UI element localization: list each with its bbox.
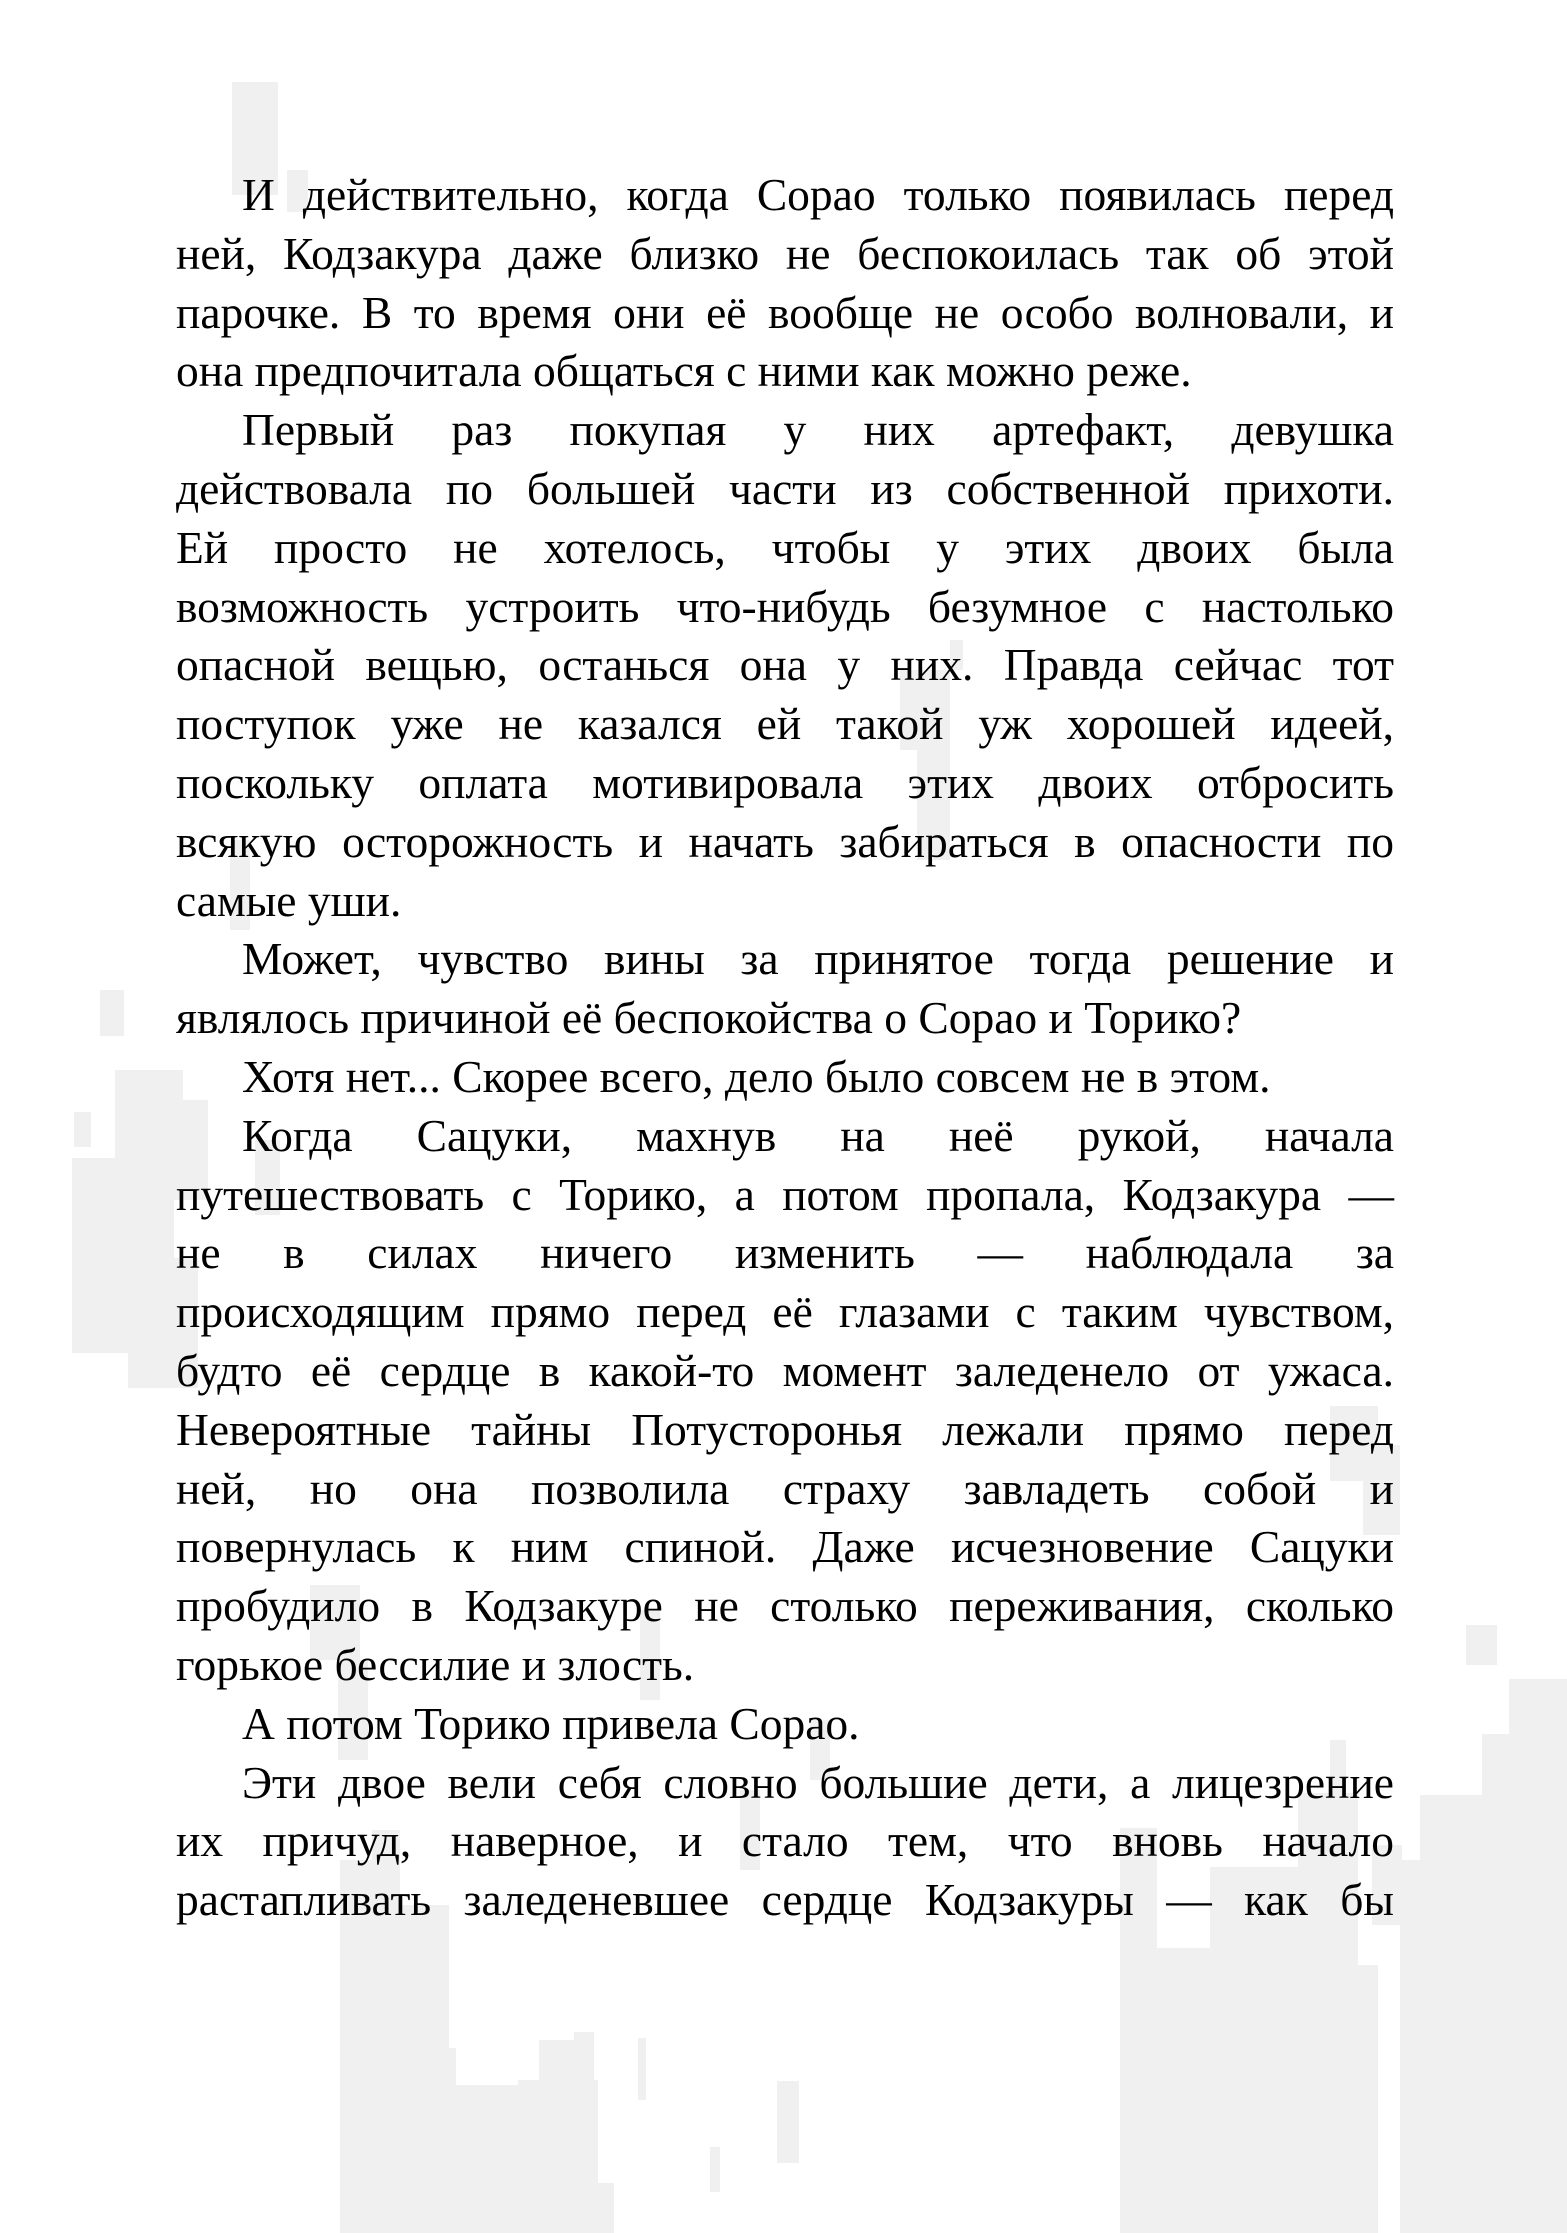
decor-block — [128, 1198, 174, 1258]
decor-block — [441, 2048, 456, 2233]
text-line: пробудило в Кодзакуре не столько переживания, сколько — [176, 1580, 1394, 1632]
text-line: возможность устроить что-нибудь безумное с настолько — [176, 580, 1394, 632]
paragraph — [176, 401, 1394, 930]
text-line: она предпочитала общаться с ними как можно реже. — [176, 345, 1192, 397]
decor-block — [1482, 1734, 1509, 2233]
paragraph — [176, 1048, 1394, 1107]
decor-block — [574, 2032, 594, 2089]
decor-block — [72, 1158, 128, 1353]
text-line: опасной вещью, останься она у них. Правда сейчас тот — [176, 639, 1394, 691]
decor-block — [552, 2110, 559, 2150]
decor-block — [341, 2028, 441, 2233]
text-line: Хотя нет... Скорее всего, дело было совсем не в этом. — [242, 1050, 1271, 1102]
text-line: парочке. В то время они её вообще не особо волновали, и — [176, 286, 1394, 338]
paragraph — [176, 930, 1394, 1048]
text-line: не в силах ничего изменить — наблюдала за — [176, 1227, 1394, 1279]
text-line: А потом Торико привела Сорао. — [242, 1697, 860, 1749]
text-line: Может, чувство вины за принятое тогда решение и — [242, 933, 1394, 985]
text-line: путешествовать с Торико, а потом пропала, Кодзакура — — [176, 1168, 1394, 1220]
decor-block — [74, 1112, 91, 1147]
decor-block — [552, 2170, 582, 2233]
text-line: ней, но она позволила страху завладеть собой и — [176, 1462, 1394, 1514]
text-line: И действительно, когда Сорао только появилась перед — [242, 169, 1394, 220]
paragraph — [176, 166, 1394, 401]
decor-block — [594, 2183, 614, 2233]
text-line: Когда Сацуки, махнув на неё рукой, начала — [242, 1109, 1394, 1161]
text-line: действовала по большей части из собственной прихоти. — [176, 462, 1394, 514]
decor-block — [115, 1070, 183, 1100]
text-line: поступок уже не казался ей такой уж хорошей идеей, — [176, 698, 1394, 750]
text-line: всякую осторожность и начать забираться в опасности по — [176, 815, 1394, 867]
paragraph — [176, 1754, 1394, 1930]
text-line: Эти двое вели себя словно большие дети, а лицезрение — [242, 1756, 1394, 1808]
text-line: ней, Кодзакура даже близко не беспокоилась так об этой — [176, 227, 1394, 279]
text-line: Ей просто не хотелось, чтобы у этих двоих была — [176, 521, 1394, 573]
decor-block — [1358, 1965, 1378, 2233]
text-line: Первый раз покупая у них артефакт, девушка — [242, 404, 1394, 456]
decor-block — [777, 2081, 799, 2163]
decor-block — [1420, 1795, 1482, 2233]
decor-block — [427, 2048, 437, 2233]
book-page-text — [176, 166, 1394, 1930]
decor-block — [1509, 1679, 1567, 2233]
decor-block — [539, 2040, 579, 2080]
paragraph — [176, 1695, 1394, 1754]
decor-block — [100, 990, 124, 1036]
paragraph — [176, 1107, 1394, 1695]
text-line: повернулась к ним спиной. Даже исчезновение Сацуки — [176, 1521, 1394, 1573]
text-line: растапливать заледеневшее сердце Кодзакуры — как бы — [176, 1874, 1394, 1926]
text-line: происходящим прямо перед её глазами с таким чувством, — [176, 1286, 1394, 1338]
text-line: горькое бессилие и злость. — [176, 1638, 695, 1690]
decor-block — [432, 1958, 449, 2028]
text-line: поскольку оплата мотивировала этих двоих отбросить — [176, 756, 1394, 808]
text-line: будто её сердце в какой-то момент заледенело от ужаса. — [176, 1344, 1394, 1396]
text-line: самые уши. — [176, 874, 402, 926]
decor-block — [1466, 1625, 1497, 1665]
decor-block — [638, 2038, 646, 2100]
text-line: являлось причиной её беспокойства о Сорао и Торико? — [176, 992, 1242, 1044]
text-line: Невероятные тайны Потусторонья лежали прямо перед — [176, 1403, 1394, 1455]
text-line: их причуд, наверное, и стало тем, что вновь начало — [176, 1815, 1394, 1867]
decor-block — [710, 2147, 720, 2192]
